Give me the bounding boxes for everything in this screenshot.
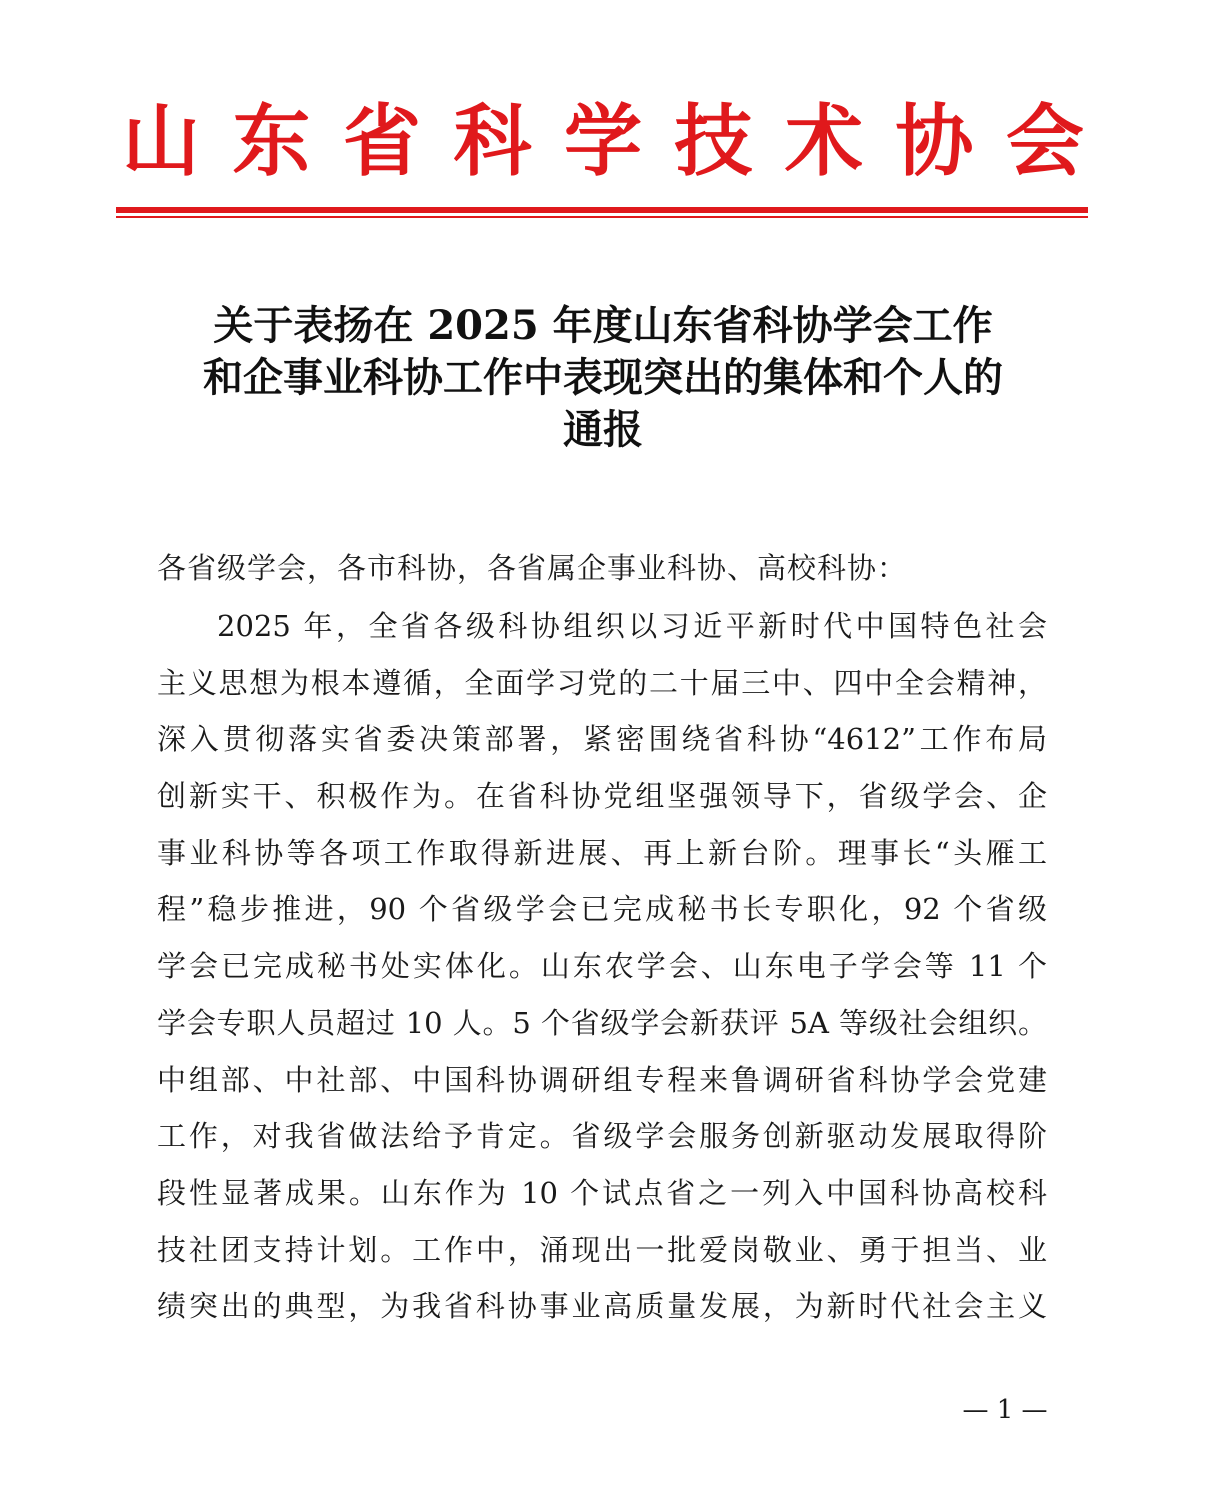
body-line: 绩突出的典型，为我省科协事业高质量发展，为新时代社会主义 (157, 1289, 1047, 1324)
header-divider-thin (116, 216, 1088, 218)
body-line: 深入贯彻落实省委决策部署，紧密围绕省科协“4612”工作布局 (157, 722, 1047, 757)
org-char: 科 (453, 97, 532, 187)
document-title (100, 300, 1106, 456)
title-line: 关于表扬在 2025 年度山东省科协学会工作 (213, 302, 993, 349)
org-char: 省 (342, 97, 421, 187)
body-line: 学会已完成秘书处实体化。山东农学会、山东电子学会等 11 个 (157, 949, 1047, 984)
title-line: 通报 (563, 406, 643, 453)
org-char: 技 (674, 97, 753, 187)
page-number: — 1 — (962, 1395, 1048, 1425)
body-line: 创新实干、积极作为。在省科协党组坚强领导下，省级学会、企 (157, 779, 1047, 814)
body-line: 中组部、中社部、中国科协调研组专程来鲁调研省科协学会党建 (157, 1062, 1047, 1097)
body-line: 工作，对我省做法给予肯定。省级学会服务创新驱动发展取得阶 (157, 1119, 1047, 1154)
org-char: 会 (1005, 97, 1084, 187)
title-line: 和企事业科协工作中表现突出的集体和个人的 (203, 354, 1003, 401)
organization-header (116, 92, 1090, 192)
header-divider-thick (116, 207, 1088, 213)
org-char: 协 (895, 97, 974, 187)
body-line: 段性显著成果。山东作为 10 个试点省之一列入中国科协高校科 (157, 1175, 1047, 1210)
body-line: 主义思想为根本遵循，全面学习党的二十届三中、四中全会精神， (157, 665, 1047, 700)
org-char: 术 (784, 97, 863, 187)
body-line: 技社团支持计划。工作中，涌现出一批爱岗敬业、勇于担当、业 (157, 1232, 1047, 1267)
addressee-line: 各省级学会，各市科协，各省属企事业科协、高校科协： (157, 551, 908, 585)
org-char: 学 (563, 97, 642, 187)
org-char: 东 (232, 97, 311, 187)
body-paragraph (157, 598, 1047, 1335)
body-line: 事业科协等各项工作取得新进展、再上新台阶。理事长“头雁工 (157, 835, 1047, 870)
body-line: 程”稳步推进，90 个省级学会已完成秘书长专职化，92 个省级 (157, 892, 1047, 927)
body-line: 学会专职人员超过 10 人。5 个省级学会新获评 5A 等级社会组织。 (157, 1005, 1047, 1040)
body-line: 2025 年，全省各级科协组织以习近平新时代中国特色社会 (217, 609, 1047, 643)
org-char: 山 (122, 97, 201, 187)
